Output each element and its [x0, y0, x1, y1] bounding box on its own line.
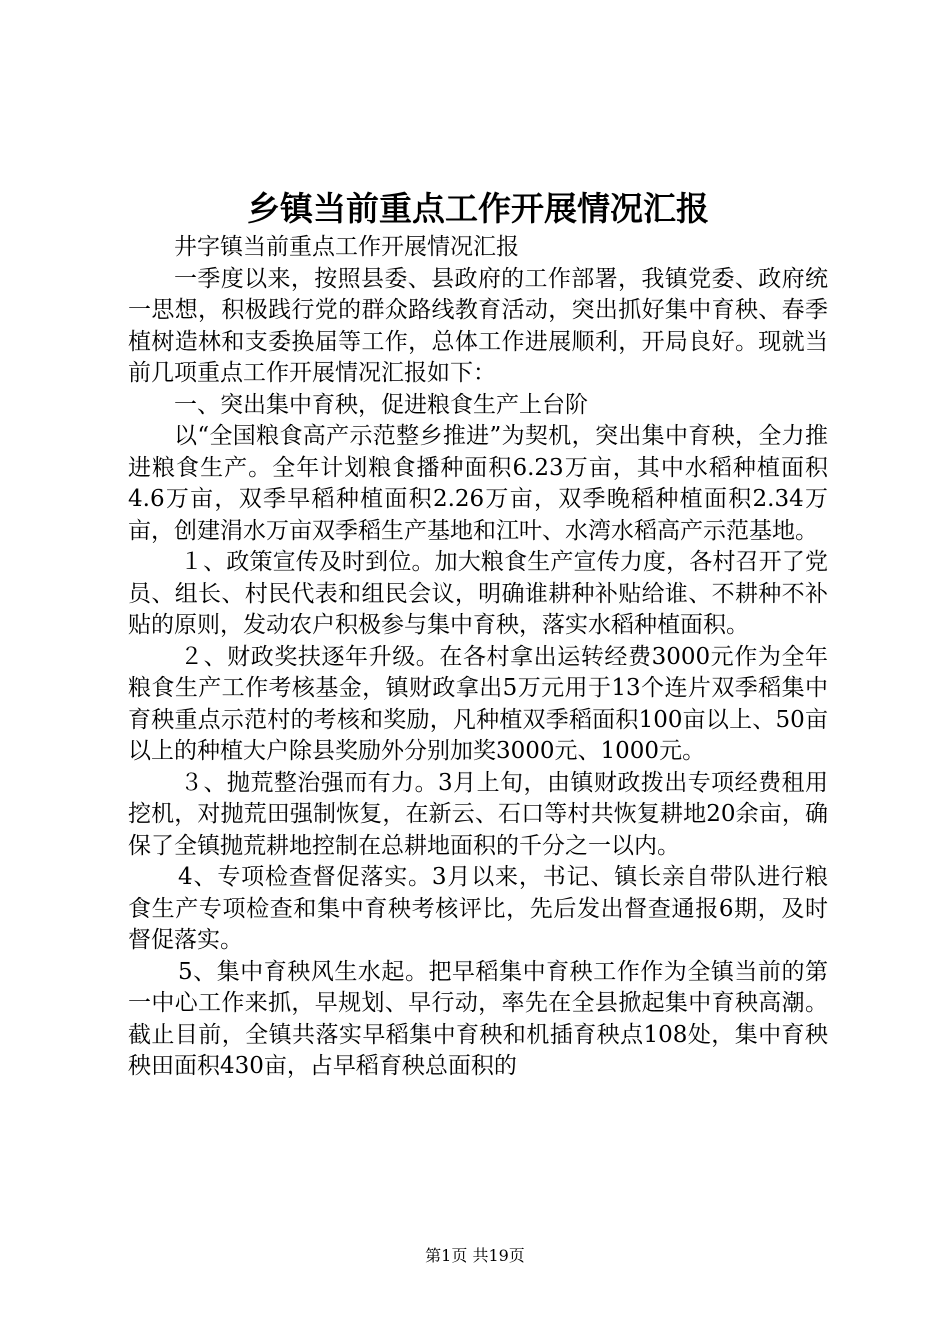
page-footer: 第1页 共19页 [425, 1246, 525, 1265]
item-4-paragraph: 4、专项检查督促落实。3月以来，书记、镇长亲自带队进行粮食生产专项检查和集中育秧考核评比，先后发出督查通报6期，及时督促落实。 [128, 864, 828, 953]
section-1-paragraph: 以“全国粮食高产示范整乡推进”为契机，突出集中育秧，全力推进粮食生产。全年计划粮食播种面积6.23万亩，其中水稻种植面积4.6万亩，双季早稻种植面积2.26万亩，双季晚稻种植面积2.34万亩，创建涓水万亩双季稻生产基地和江叶、水湾水稻高产示范基地。 [128, 423, 828, 544]
item-3-paragraph: ３、抛荒整治强而有力。3月上旬，由镇财政拨出专项经费租用挖机，对抛荒田强制恢复，在新云、石口等村共恢复耕地20余亩，确保了全镇抛荒耕地控制在总耕地面积的千分之一以内。 [128, 769, 828, 859]
section-heading-1: 一、突出集中育秧，促进粮食生产上台阶 [174, 391, 588, 418]
document-title: 乡镇当前重点工作开展情况汇报 [247, 189, 709, 228]
item-5-paragraph: 5、集中育秧风生水起。把早稻集中育秧工作作为全镇当前的第一中心工作来抓，早规划、早行动，率先在全县掀起集中育秧高潮。截止目前，全镇共落实早稻集中育秧和机插育秧点108处，集中育秧秧田面积430亩，占早稻育秧总面积的 [128, 958, 828, 1079]
subtitle-paragraph: 井字镇当前重点工作开展情况汇报 [174, 234, 519, 260]
item-2-paragraph: ２、财政奖扶逐年升级。在各村拿出运转经费3000元作为全年粮食生产工作考核基金，镇财政拿出5万元用于13个连片双季稻集中育秧重点示范村的考核和奖励，凡种植双季稻面积100亩以上、50亩以上的种植大户除县奖励外分别加奖3000元、1000元。 [128, 643, 828, 764]
intro-paragraph: 一季度以来，按照县委、县政府的工作部署，我镇党委、政府统一思想，积极践行党的群众路线教育活动，突出抓好集中育秧、春季植树造林和支委换届等工作，总体工作进展顺利，开局良好。现就当前几项重点工作开展情况汇报如下： [128, 265, 828, 386]
item-1-paragraph: １、政策宣传及时到位。加大粮食生产宣传力度，各村召开了党员、组长、村民代表和组民会议，明确谁耕种补贴给谁、不耕种不补贴的原则，发动农户积极参与集中育秧，落实水稻种植面积。 [128, 549, 828, 638]
document-body [128, 232, 828, 1083]
